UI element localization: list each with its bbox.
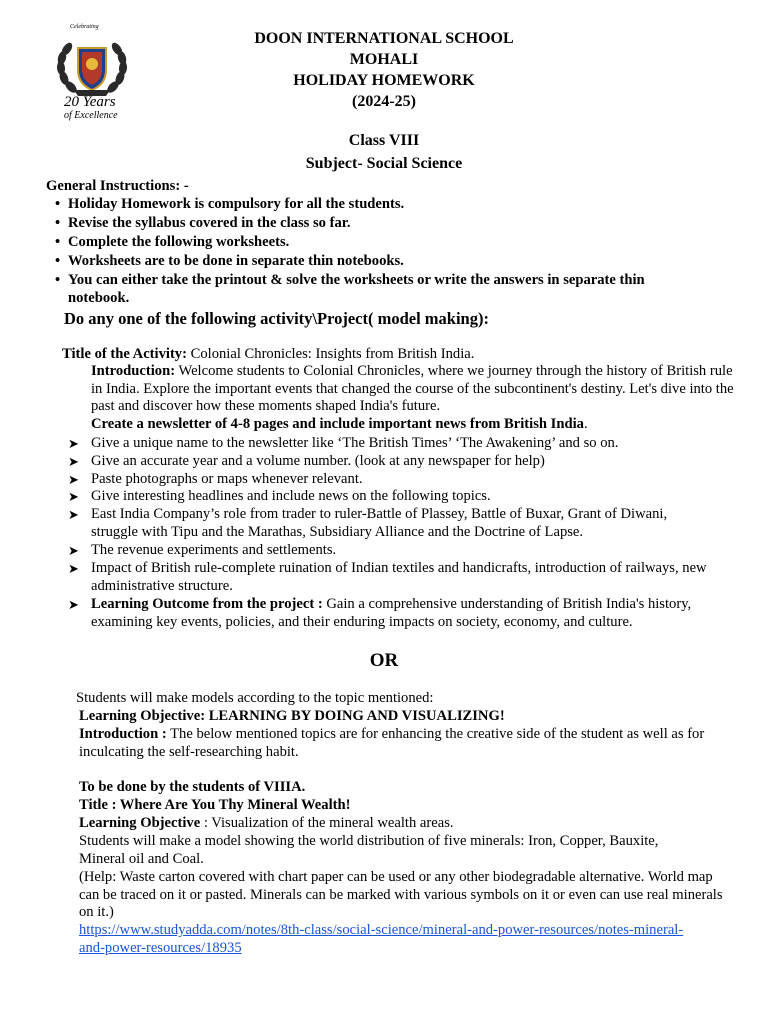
arrow-bullet-icon: ➤ — [68, 543, 79, 558]
logo-top-text: Celebrating — [70, 24, 99, 30]
logo-excellence-text: of Excellence — [64, 110, 118, 121]
document-title: HOLIDAY HOMEWORK — [293, 72, 475, 89]
arrow-bullet-icon: ➤ — [68, 436, 79, 451]
arrow-bullet-icon: ➤ — [68, 454, 79, 469]
school-city: MOHALI — [349, 51, 419, 68]
model-learning-objective: Learning Objective : Visualization of the mineral wealth areas. — [79, 815, 454, 831]
session-year: (2024-25) — [352, 93, 416, 110]
section-heading: To be done by the students of VIIIA. — [79, 779, 306, 795]
arrow-bullet-icon: ➤ — [68, 597, 79, 612]
resource-link[interactable] — [79, 922, 729, 957]
model-help: (Help: Waste carton covered with chart paper can be used or any other biodegradable alternative. World map can be traced on it or pasted. Minerals can be marked with various symbols on it or even can use real minerals on it.) — [79, 869, 723, 921]
or-separator: OR — [369, 650, 399, 671]
activity-title: Title of the Activity: Colonial Chronicles: Insights from British India. — [62, 346, 475, 362]
model-title: Title : Where Are You Thy Mineral Wealth! — [79, 797, 351, 813]
models-intro: Students will make models according to the topic mentioned: — [76, 690, 434, 706]
resource-link-line2[interactable]: and-power-resources/18935 — [79, 939, 242, 956]
activity-introduction: Introduction: Welcome students to Colonial Chronicles, where we journey through the history of British rule in India. Explore the important events that changed the course of the subcontinent's destiny. Let's dive into the past and discover how these moments shaped India's future. — [91, 363, 734, 415]
resource-link-line1[interactable]: https://www.studyadda.com/notes/8th-class/social-science/mineral-and-power-resources/notes-mineral- — [79, 922, 684, 938]
model-description: Students will make a model showing the world distribution of five minerals: Iron, Copper, Bauxite, Mineral oil and Coal. — [79, 833, 659, 867]
activity-heading: Do any one of the following activity\Project( model making): — [64, 309, 489, 328]
arrow-bullet-icon: ➤ — [68, 472, 79, 487]
activity-task: Create a newsletter of 4-8 pages and include important news from British India. — [91, 416, 588, 432]
school-name: DOON INTERNATIONAL SCHOOL — [254, 30, 514, 47]
models-learning-objective: Learning Objective: LEARNING BY DOING AND VISUALIZING! — [79, 708, 505, 724]
arrow-bullet-icon: ➤ — [68, 561, 79, 576]
class-label: Class VIII — [348, 132, 420, 149]
subject-label: Subject- Social Science — [305, 155, 463, 172]
instructions-heading: General Instructions: - — [46, 178, 189, 194]
logo-years-text: 20 Years — [64, 94, 116, 110]
arrow-bullet-icon: ➤ — [68, 507, 79, 522]
arrow-bullet-icon: ➤ — [68, 489, 79, 504]
models-introduction: Introduction : The below mentioned topics are for enhancing the creative side of the student as well as for inculcating the self-researching habit. — [79, 726, 705, 760]
